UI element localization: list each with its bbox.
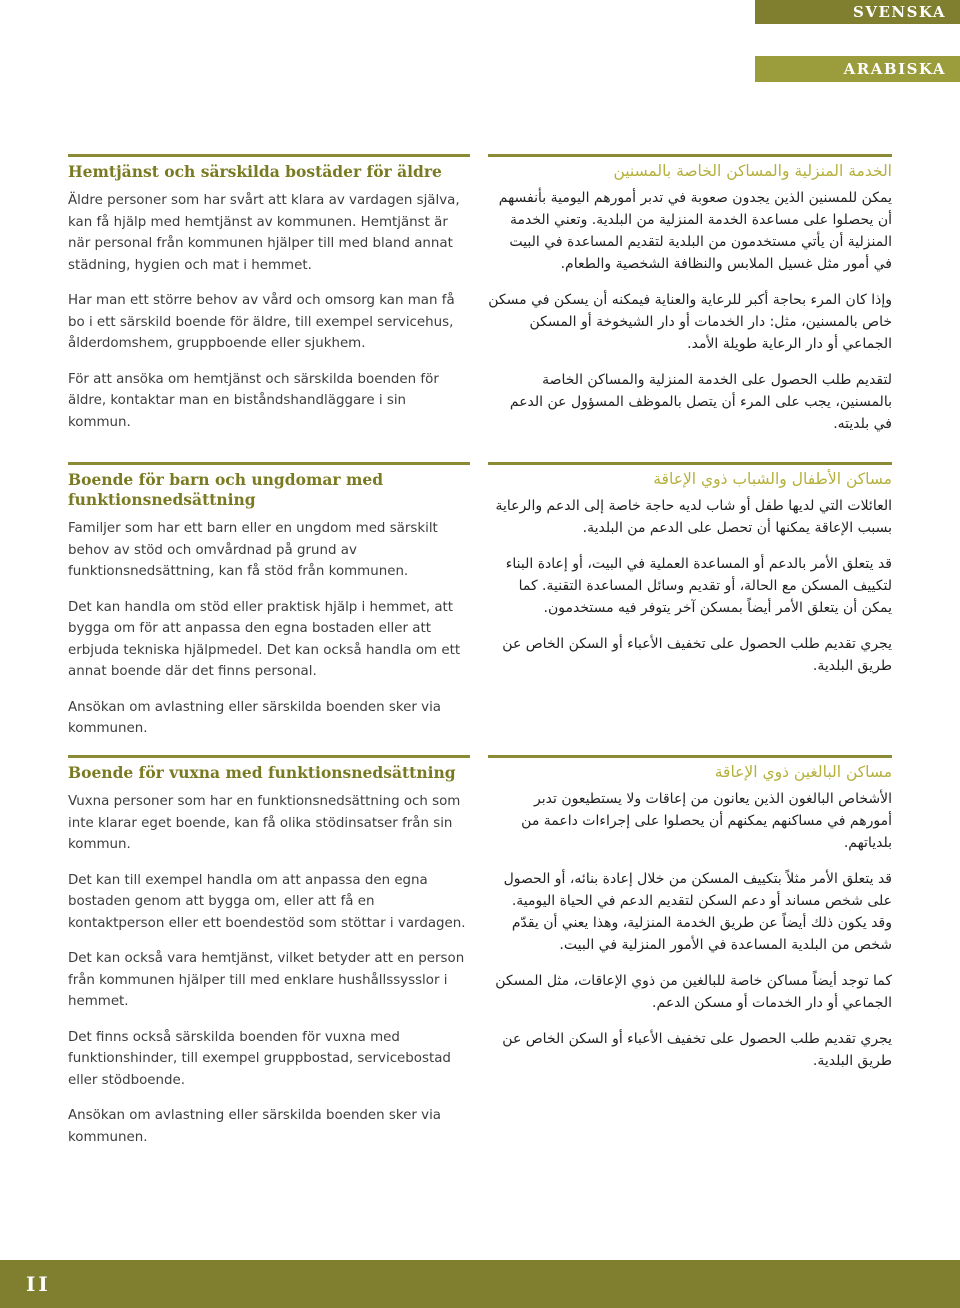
paragraph: يجري تقديم طلب الحصول على تخفيف الأعباء أو السكن الخاص عن طريق البلدية. [502,636,892,674]
paragraph: الأشخاص البالغون الذين يعانون من إعاقات ولا يستطيعون تدبر أمورهم في مساكنهم يمكنهم أن يحصلوا على إجراءات داعمة من بلدياتهم. [521,791,892,851]
paragraph: Äldre personer som har svårt att klara av vardagen själva, kan få hjälp med hemtjänst av kommunen. Hemtjänst är när personal från kommunen hjälper till med bland annat städning, hygien och mat i hemmet. [68,193,460,273]
ar-section-elderly [488,154,892,449]
section-title: Hemtjänst och särskilda bostäder för äldre [68,162,442,181]
paragraph: قد يتعلق الأمر بالدعم أو المساعدة العملية في البيت، أو إعادة البناء لتكييف المسكن مع الحالة، أو تقديم وسائل المساعدة التقنية. كما يمكن أن يتعلق الأمر أيضاً بمسكن آخر يتوفر فيه مستخدمون. [505,556,892,616]
paragraph: قد يتعلق الأمر مثلاً بتكييف المسكن من خلال إعادة بنائه، أو الحصول على شخص مساند أو دعم السكن لتقديم الدعم في الحياة اليومية. وقد يكون ذلك أيضاً عن طريق الخدمة المنزلية، وهذا يعني أن يقدّم شخص من البلدية المساعدة في الأمور المنزلية في البيت. [503,871,892,953]
paragraph: يمكن للمسنين الذين يجدون صعوبة في تدبر أمورهم اليومية بأنفسهم أن يحصلوا على مساعدة الخدمة المنزلية من البلدية. وتعني الخدمة المنزلية أن يأتي مستخدمون من البلدية لتقديم المساعدة في البيت في أمور مثل غسيل الملابس والنظافة الشخصية والطعام. [498,190,892,272]
paragraph: Det kan handla om stöd eller praktisk hjälp i hemmet, att bygga om för att anpassa den egna bostaden eller att erbjuda tekniska hjälpmedel. Det kan också handla om ett annat boende där det finns personal. [68,599,461,679]
sv-section-elderly [68,154,470,447]
footer-bar [0,1260,960,1308]
page-number: II [26,1272,51,1296]
sv-section-adults [68,755,470,1162]
paragraph: Ansökan om avlastning eller särskilda boenden sker via kommunen. [68,1108,442,1145]
section-title: Boende för barn och ungdomar med funktionsnedsättning [68,470,384,509]
paragraph: Ansökan om avlastning eller särskilda boenden sker via kommunen. [68,699,442,736]
paragraph: Familjer som har ett barn eller en ungdom med särskilt behov av stöd och omvårdnad på grund av funktionsnedsättning, kan få stöd från kommunen. [68,521,438,579]
paragraph: Har man ett större behov av vård och omsorg kan man få bo i ett särskild boende för äldre, till exempel servicehus, ålderdomshem, gruppboende eller sjukhem. [68,293,455,351]
paragraph: العائلات التي لديها طفل أو شاب لديه حاجة خاصة إلى الدعم والرعاية بسبب الإعاقة يمكنها أن تحصل على الدعم من البلدية. [495,498,892,536]
sv-section-children [68,462,470,754]
section-title: Boende för vuxna med funktionsnedsättning [68,763,456,782]
paragraph: وإذا كان المرء بحاجة أكبر للرعاية والعناية فيمكنه أن يسكن في مسكن خاص بالمسنين، مثل: دار الخدمات أو دار الشيخوخة أو المسكن الجماعي أو دار الرعاية طويلة الأمد. [488,292,892,352]
paragraph: Det kan också vara hemtjänst, vilket betyder att en person från kommunen hjälper till med enklare hushållssysslor i hemmet. [68,951,465,1009]
paragraph: Vuxna personer som har en funktionsnedsättning och som inte klarar eget boende, kan få olika stödinsatser från sin kommun. [68,794,461,852]
paragraph: يجري تقديم طلب الحصول على تخفيف الأعباء أو السكن الخاص عن طريق البلدية. [502,1031,892,1069]
section-title: مساكن البالغين ذوي الإعاقة [714,763,892,781]
ar-section-adults [488,755,892,1086]
paragraph: Det kan till exempel handla om att anpassa den egna bostaden genom att bygga om, eller att få en kontaktperson eller ett boendestöd som stöttar i vardagen. [68,872,466,931]
paragraph: För att ansöka om hemtjänst och särskilda boenden för äldre, kontaktar man en biståndshandläggare i sin kommun. [68,371,439,430]
paragraph: Det finns också särskilda boenden för vuxna med funktionshinder, till exempel gruppbostad, servicebostad eller stödboende. [68,1029,451,1088]
language-tab-swedish: SVENSKA [755,0,960,24]
section-title: مساكن الأطفال والشباب ذوي الإعاقة [653,470,892,488]
paragraph: كما توجد أيضاً مساكن خاصة للبالغين من ذوي الإعاقات، مثل المسكن الجماعي أو دار الخدمات أو مسكن الدعم. [495,973,892,1011]
ar-section-children [488,462,892,691]
paragraph: لتقديم طلب الحصول على الخدمة المنزلية والمساكن الخاصة بالمسنين، يجب على المرء أن يتصل بالموظف المسؤول عن الدعم في بلديته. [509,372,892,432]
section-title: الخدمة المنزلية والمساكن الخاصة بالمسنين [613,162,892,180]
language-tab-arabic: ARABISKA [755,56,960,82]
